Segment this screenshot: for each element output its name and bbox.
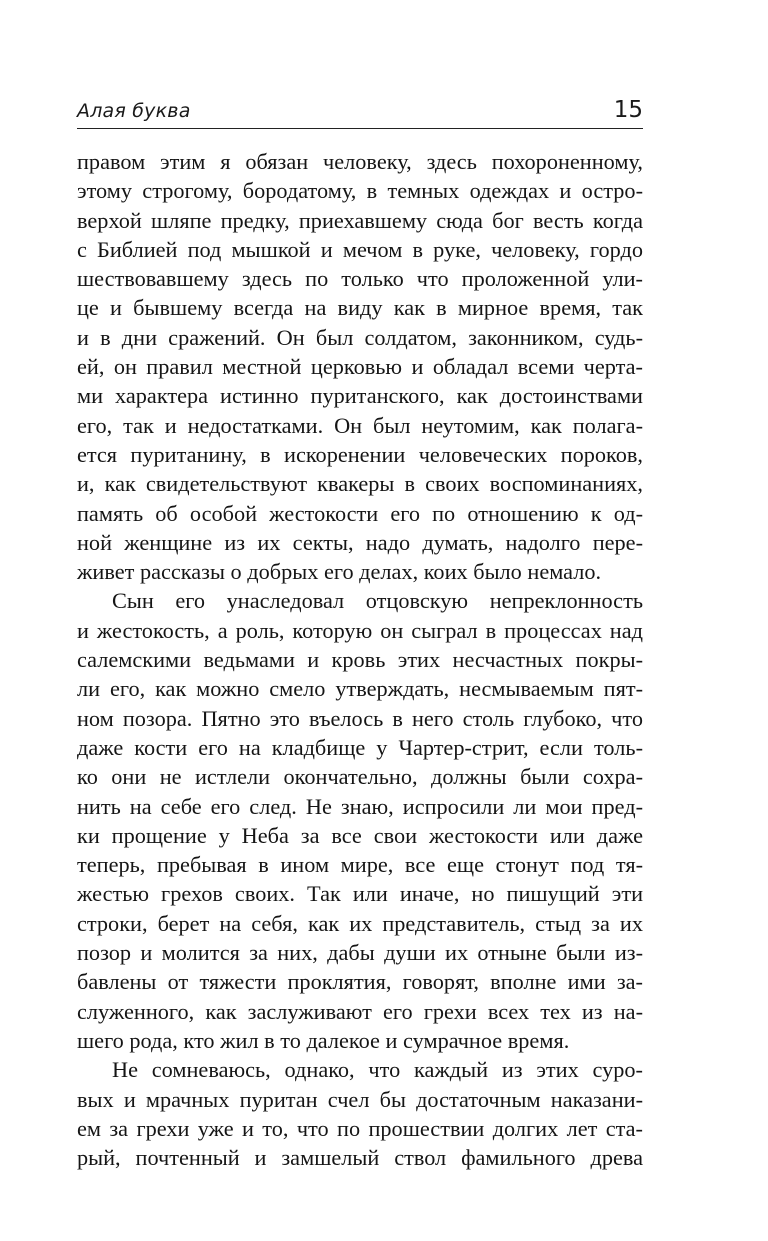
text-line: жестью грехов своих. Так или иначе, но пишущий эти — [77, 881, 643, 907]
text-line: шествовавшему здесь по только что проложенной ули- — [77, 266, 643, 292]
text-line: бавлены от тяжести проклятия, говорят, вполне ими за- — [77, 969, 643, 995]
running-title: Алая буква — [77, 100, 191, 122]
header-rule — [77, 128, 643, 129]
paragraph-3 — [77, 1055, 643, 1172]
text-line: и жестокость, а роль, которую он сыграл в процессах над — [77, 617, 643, 643]
text-line: ли его, как можно смело утверждать, несмываемым пят- — [77, 676, 643, 702]
text-line: служенного, как заслуживают его грехи всех тех из на- — [77, 998, 643, 1024]
text-line: позор и молится за них, дабы души их отныне были из- — [77, 940, 643, 966]
text-line: салемскими ведьмами и кровь этих несчастных покры- — [77, 647, 643, 673]
text-line: память об особой жестокости его по отношению к од- — [77, 500, 643, 526]
paragraph-1 — [77, 147, 643, 586]
text-line: строки, берет на себя, как их представитель, стыд за их — [77, 910, 643, 936]
text-line: и в дни сражений. Он был солдатом, законником, судь- — [77, 324, 643, 350]
text-line: живет рассказы о добрых его делах, коих было немало. — [77, 559, 602, 585]
text-line: ко они не истлели окончательно, должны были сохра- — [77, 764, 643, 790]
text-line: верхой шляпе предку, приехавшему сюда бог весть когда — [77, 207, 643, 233]
text-line: ей, он правил местной церковью и обладал всеми черта- — [77, 354, 643, 380]
text-line: теперь, пребывая в ином мире, все еще стонут под тя- — [77, 852, 643, 878]
text-line: ки прощение у Неба за все свои жестокости или даже — [77, 822, 643, 848]
text-line: рый, почтенный и замшелый ствол фамильного древа — [77, 1145, 643, 1171]
text-line: даже кости его на кладбище у Чартер-стрит, если толь- — [77, 734, 643, 760]
text-line: его, так и недостатками. Он был неутомим, как полага- — [77, 412, 643, 438]
text-line: ной женщине из их секты, надо думать, надолго пере- — [77, 529, 643, 555]
text-line: нить на себе его след. Не знаю, испросили ли мои пред- — [77, 793, 643, 819]
text-line: це и бывшему всегда на виду как в мирное время, так — [77, 295, 643, 321]
text-line: вых и мрачных пуритан счел бы достаточным наказани- — [77, 1086, 643, 1112]
running-head — [77, 98, 643, 128]
text-line: правом этим я обязан человеку, здесь похороненному, — [77, 149, 643, 174]
text-line: ном позора. Пятно это въелось в него столь глубоко, что — [77, 705, 643, 731]
text-line: этому строгому, бородатому, в темных одеждах и остро- — [77, 178, 643, 204]
text-line: с Библией под мышкой и мечом в руке, человеку, гордо — [77, 236, 643, 262]
text-line: шего рода, кто жил в то далекое и сумрачное время. — [77, 1027, 570, 1053]
text-line: ем за грехи уже и то, что по прошествии долгих лет ста- — [77, 1115, 643, 1141]
text-line: ется пуританину, в искоренении человеческих пороков, — [77, 441, 643, 467]
body-text — [77, 147, 643, 1172]
text-line: Не сомневаюсь, однако, что каждый из этих суро- — [112, 1057, 643, 1083]
text-line: Сын его унаследовал отцовскую непреклонность — [112, 588, 643, 614]
page-number: 15 — [613, 97, 643, 123]
text-line: и, как свидетельствуют квакеры в своих воспоминаниях, — [77, 471, 643, 497]
paragraph-2 — [77, 586, 643, 1055]
text-line: ми характера истинно пуританского, как достоинствами — [77, 383, 643, 409]
